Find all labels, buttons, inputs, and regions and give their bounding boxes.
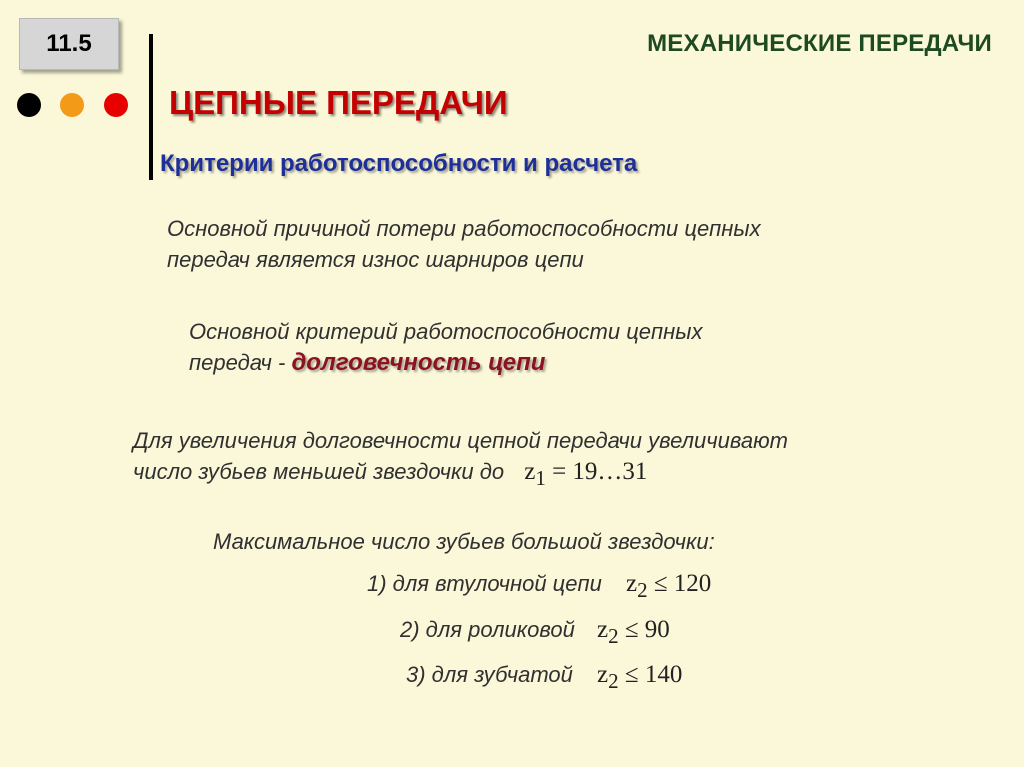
paragraph-line — [133, 456, 788, 494]
slide-title: ЦЕПНЫЕ ПЕРЕДАЧИ — [169, 84, 508, 121]
section-number: 11.5 — [46, 30, 92, 57]
max-teeth-heading: Максимальное число зубьев большой звездочки: — [213, 529, 715, 554]
paragraph-line: Основной критерий работоспособности цепных — [189, 319, 703, 344]
paragraph-line-text: число зубьев меньшей звездочки до — [133, 459, 505, 484]
limit-row — [400, 614, 670, 652]
paragraph-line: Для увеличения долговечности цепной передачи увеличивают — [133, 428, 789, 453]
vertical-divider — [149, 34, 153, 180]
limit-label: 2) для роликовой — [400, 617, 575, 642]
limit-row — [367, 568, 711, 606]
limit-formula: $z_2 \le 140$ — [597, 661, 683, 693]
limit-formula: $z_2 \le 90$ — [596, 616, 670, 648]
limit-label: 1) для втулочной цепи — [367, 571, 602, 596]
red-dot-icon — [104, 93, 128, 117]
criterion-prefix: передач - — [189, 350, 292, 375]
paragraph-main-criterion — [189, 316, 702, 378]
paragraph-durability — [133, 425, 788, 494]
small-sprocket-teeth-formula: $z_1$ = 19…31 — [524, 458, 648, 490]
paragraph-line — [189, 347, 702, 378]
paragraph-line: передач является износ шарниров цепи — [167, 247, 584, 272]
black-dot-icon — [17, 93, 41, 117]
criterion-emphasis: долговечность цепи — [291, 349, 546, 376]
subject-title: МЕХАНИЧЕСКИЕ ПЕРЕДАЧИ — [647, 30, 992, 57]
paragraph-line: Основной причиной потери работоспособности цепных — [167, 216, 761, 241]
limit-formula: $z_2 \le 120$ — [625, 570, 712, 602]
paragraph-failure-cause — [167, 213, 761, 275]
orange-dot-icon — [60, 93, 84, 117]
slide-subtitle: Критерии работоспособности и расчета — [160, 150, 638, 177]
limit-row — [406, 659, 682, 697]
limit-label: 3) для зубчатой — [406, 662, 573, 687]
section-number-badge — [19, 18, 119, 70]
